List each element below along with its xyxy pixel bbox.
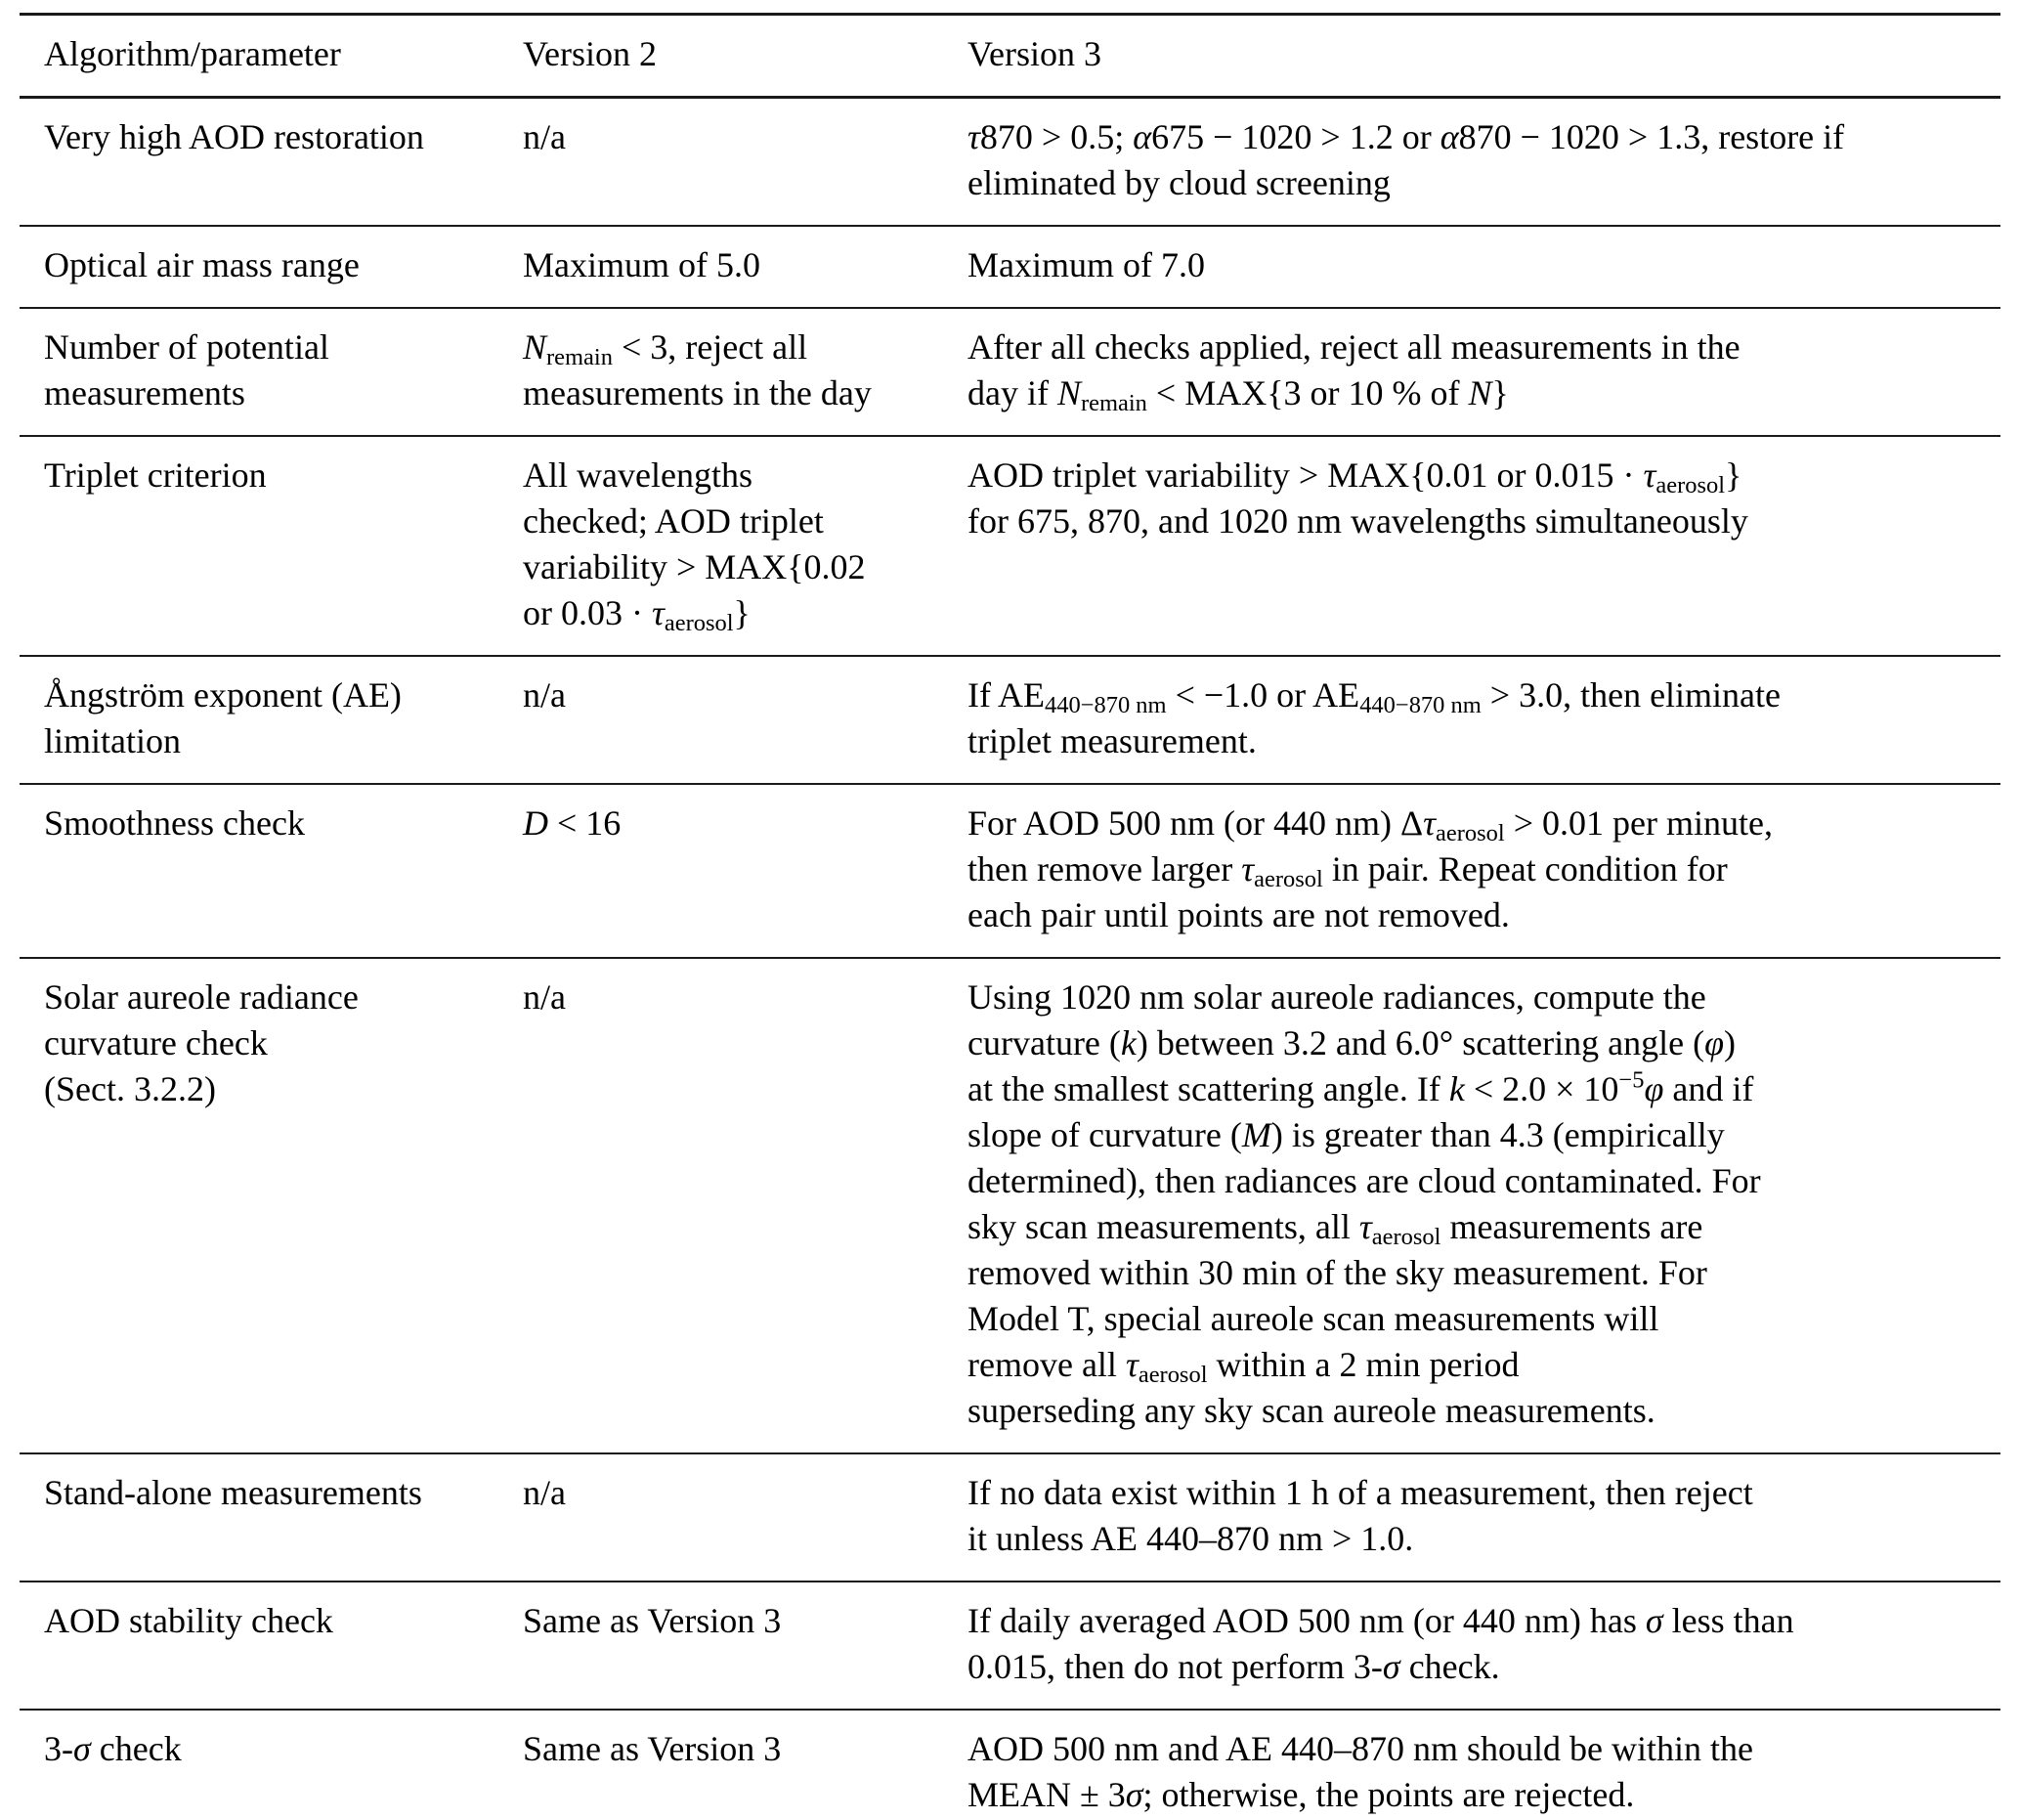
cell-version-2: All wavelengths checked; AOD triplet variability > MAX{0.02 or $0.03 \cdot \tau_{aerosol}$} — [523, 455, 866, 637]
cell-parameter: AOD stability check — [44, 1601, 333, 1640]
cell-version-2: n/a — [523, 675, 566, 715]
cell-version-3: AOD 500 nm and AE 440–870 nm should be within the MEAN ± 3σ; otherwise, the points are rejected. — [967, 1729, 1753, 1814]
cell-version-3: If no data exist within 1 h of a measurement, then reject it unless AE 440–870 nm > 1.0. — [967, 1473, 1753, 1558]
algorithm-comparison-table — [20, 13, 2000, 1820]
cell-version-3: Using 1020 nm solar aureole radiances, compute the curvature (k) between 3.2 and 6.0° scattering angle (φ) at the smallest scattering angle. If $k < 2.0 \times 10^{-5}\varphi$ and if slope of curvature (M) is greater than 4.3 (empirically determined), then radiances are cloud contaminated. For sky scan measurements, all $\tau_{aerosol}$ measurements are removed within 30 min of the sky measurement. For Model T, special aureole scan measurements will remove all $\tau_{aerosol}$ within a 2 min period superseding any sky scan aureole measurements. — [967, 977, 1761, 1430]
cell-parameter: Number of potential measurements — [44, 327, 329, 412]
cell-version-2: Same as Version 3 — [523, 1729, 782, 1768]
cell-version-2: Same as Version 3 — [523, 1601, 782, 1640]
table-row-aod-stability-check — [20, 1582, 2000, 1710]
cell-version-3: AOD triplet variability > MAX{0.01 or $0.015 \cdot \tau_{aerosol}$} for 675, 870, and 1020 nm wavelengths simultaneously — [967, 455, 1748, 541]
cell-version-2: n/a — [523, 1473, 566, 1512]
cell-version-3: If $AE_{440-870 nm} < -1.0$ or $AE_{440-870 nm} > 3.0$, then eliminate triplet measurement. — [967, 675, 1782, 760]
header-row — [20, 15, 2000, 98]
cell-parameter: Triplet criterion — [44, 455, 267, 495]
cell-version-3: τ870 > 0.5; α675 − 1020 > 1.2 or α870 − 1020 > 1.3, restore if eliminated by cloud screening — [967, 117, 1845, 202]
table-row-number-of-potential-measurements — [20, 308, 2000, 436]
table-row-3-sigma-check — [20, 1710, 2000, 1820]
cell-version-2: $N_{remain} < 3$, reject all measurements in the day — [523, 327, 872, 412]
table-body — [20, 98, 2000, 1820]
cell-version-2: n/a — [523, 117, 566, 156]
header-version-2: Version 2 — [523, 34, 657, 73]
table-row-optical-air-mass-range — [20, 226, 2000, 308]
cell-parameter: 3-σ check — [44, 1729, 182, 1768]
table-header — [20, 15, 2000, 98]
cell-parameter: Very high AOD restoration — [44, 117, 424, 156]
cell-version-3: For AOD 500 nm (or 440 nm) $\Delta\tau_{aerosol} > 0.01$ per minute, then remove larger $\tau_{aerosol}$ in pair. Repeat condition for each pair until points are not removed. — [967, 803, 1773, 934]
cell-parameter: Solar aureole radiance curvature check (Sect. 3.2.2) — [44, 977, 359, 1108]
table-row-triplet-criterion — [20, 436, 2000, 656]
cell-parameter: Stand-alone measurements — [44, 1473, 422, 1512]
cell-parameter: Ångström exponent (AE) limitation — [44, 675, 402, 760]
cell-parameter: Optical air mass range — [44, 245, 360, 284]
table-row-stand-alone-measurements — [20, 1453, 2000, 1582]
cell-version-3: Maximum of 7.0 — [967, 245, 1205, 284]
header-version-3: Version 3 — [967, 34, 1101, 73]
table-row-angstrom-exponent-limitation — [20, 656, 2000, 784]
cell-version-3: If daily averaged AOD 500 nm (or 440 nm) has σ less than 0.015, then do not perform 3-σ check. — [967, 1601, 1794, 1686]
table-row-smoothness-check — [20, 784, 2000, 958]
cell-version-3: After all checks applied, reject all measurements in the day if $N_{remain} < MAX\{3$ or 10 % of N} — [967, 327, 1741, 417]
table-row-very-high-aod-restoration — [20, 98, 2000, 227]
cell-parameter: Smoothness check — [44, 803, 305, 843]
cell-version-2: n/a — [523, 977, 566, 1017]
header-algorithm-parameter: Algorithm/parameter — [44, 34, 341, 73]
cell-version-2: D < 16 — [523, 803, 622, 843]
table-row-solar-aureole-radiance-curvature-check — [20, 958, 2000, 1453]
cell-version-2: Maximum of 5.0 — [523, 245, 760, 284]
